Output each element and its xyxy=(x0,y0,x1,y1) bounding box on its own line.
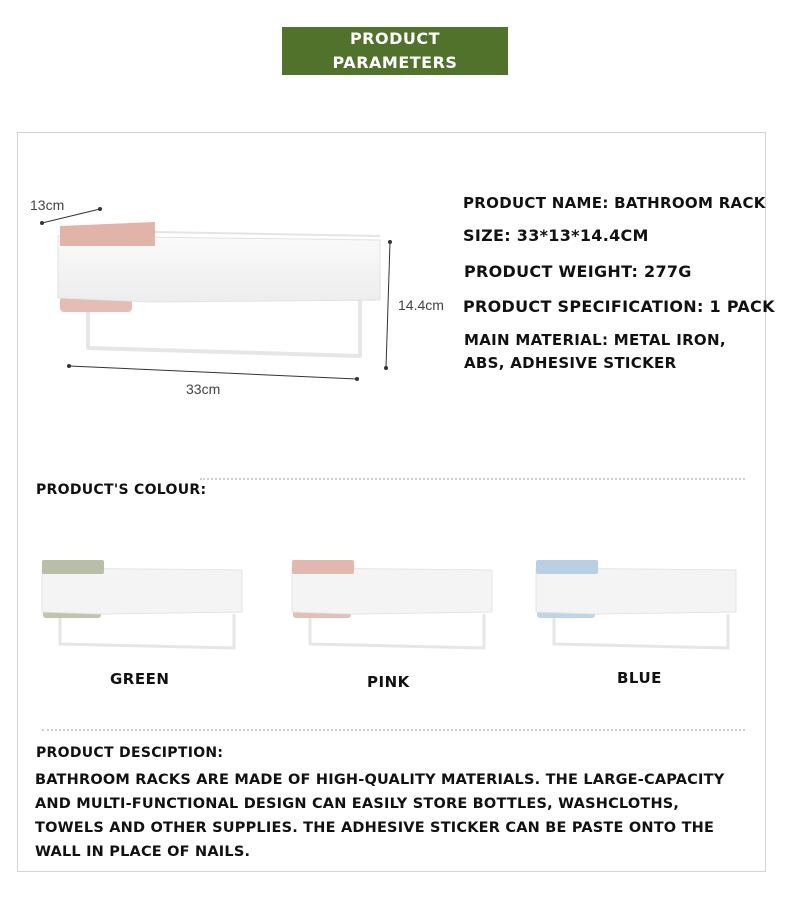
description-body xyxy=(35,768,755,864)
divider-top xyxy=(200,478,745,480)
spec-name: PRODUCT NAME: BATHROOM RACK xyxy=(463,194,766,212)
colour-label-blue: BLUE xyxy=(617,669,662,687)
rack-pink xyxy=(292,556,502,656)
height-label: 14.4cm xyxy=(398,297,444,313)
spec-specification: PRODUCT SPECIFICATION: 1 PACK xyxy=(463,297,775,316)
depth-label: 13cm xyxy=(30,197,65,213)
colour-title: PRODUCT'S COLOUR: xyxy=(36,482,207,498)
product-diagram xyxy=(0,0,460,420)
description-title: PRODUCT DESCIPTION: xyxy=(36,745,224,761)
width-line xyxy=(69,366,357,379)
title-line-1: PRODUCT xyxy=(349,29,441,48)
description-line-3: TOWELS AND OTHER SUPPLIES. THE ADHESIVE STICKER CAN BE PASTE ONTO THE xyxy=(35,820,715,836)
colour-label-green: GREEN xyxy=(110,670,170,688)
divider-bottom xyxy=(42,729,745,731)
colour-label-pink: PINK xyxy=(367,673,410,691)
spec-material-line-1: MAIN MATERIAL: METAL IRON, xyxy=(464,331,726,349)
width-label: 33cm xyxy=(186,381,221,397)
description-line-1: BATHROOM RACKS ARE MADE OF HIGH-QUALITY MATERIALS. THE LARGE-CAPACITY xyxy=(35,772,725,788)
spec-weight: PRODUCT WEIGHT: 277G xyxy=(464,262,692,281)
height-line xyxy=(386,242,390,368)
cup-top xyxy=(60,222,155,246)
description-line-2: AND MULTI-FUNCTIONAL DESIGN CAN EASILY STORE BOTTLES, WASHCLOTHS, xyxy=(35,796,680,812)
spec-material-line-2: ABS, ADHESIVE STICKER xyxy=(464,354,677,372)
description-line-4: WALL IN PLACE OF NAILS. xyxy=(35,844,251,860)
rack-green xyxy=(42,556,252,656)
title-line-2: PARAMETERS xyxy=(332,53,458,72)
rack-blue xyxy=(536,556,746,656)
spec-size: SIZE: 33*13*14.4CM xyxy=(463,226,649,245)
